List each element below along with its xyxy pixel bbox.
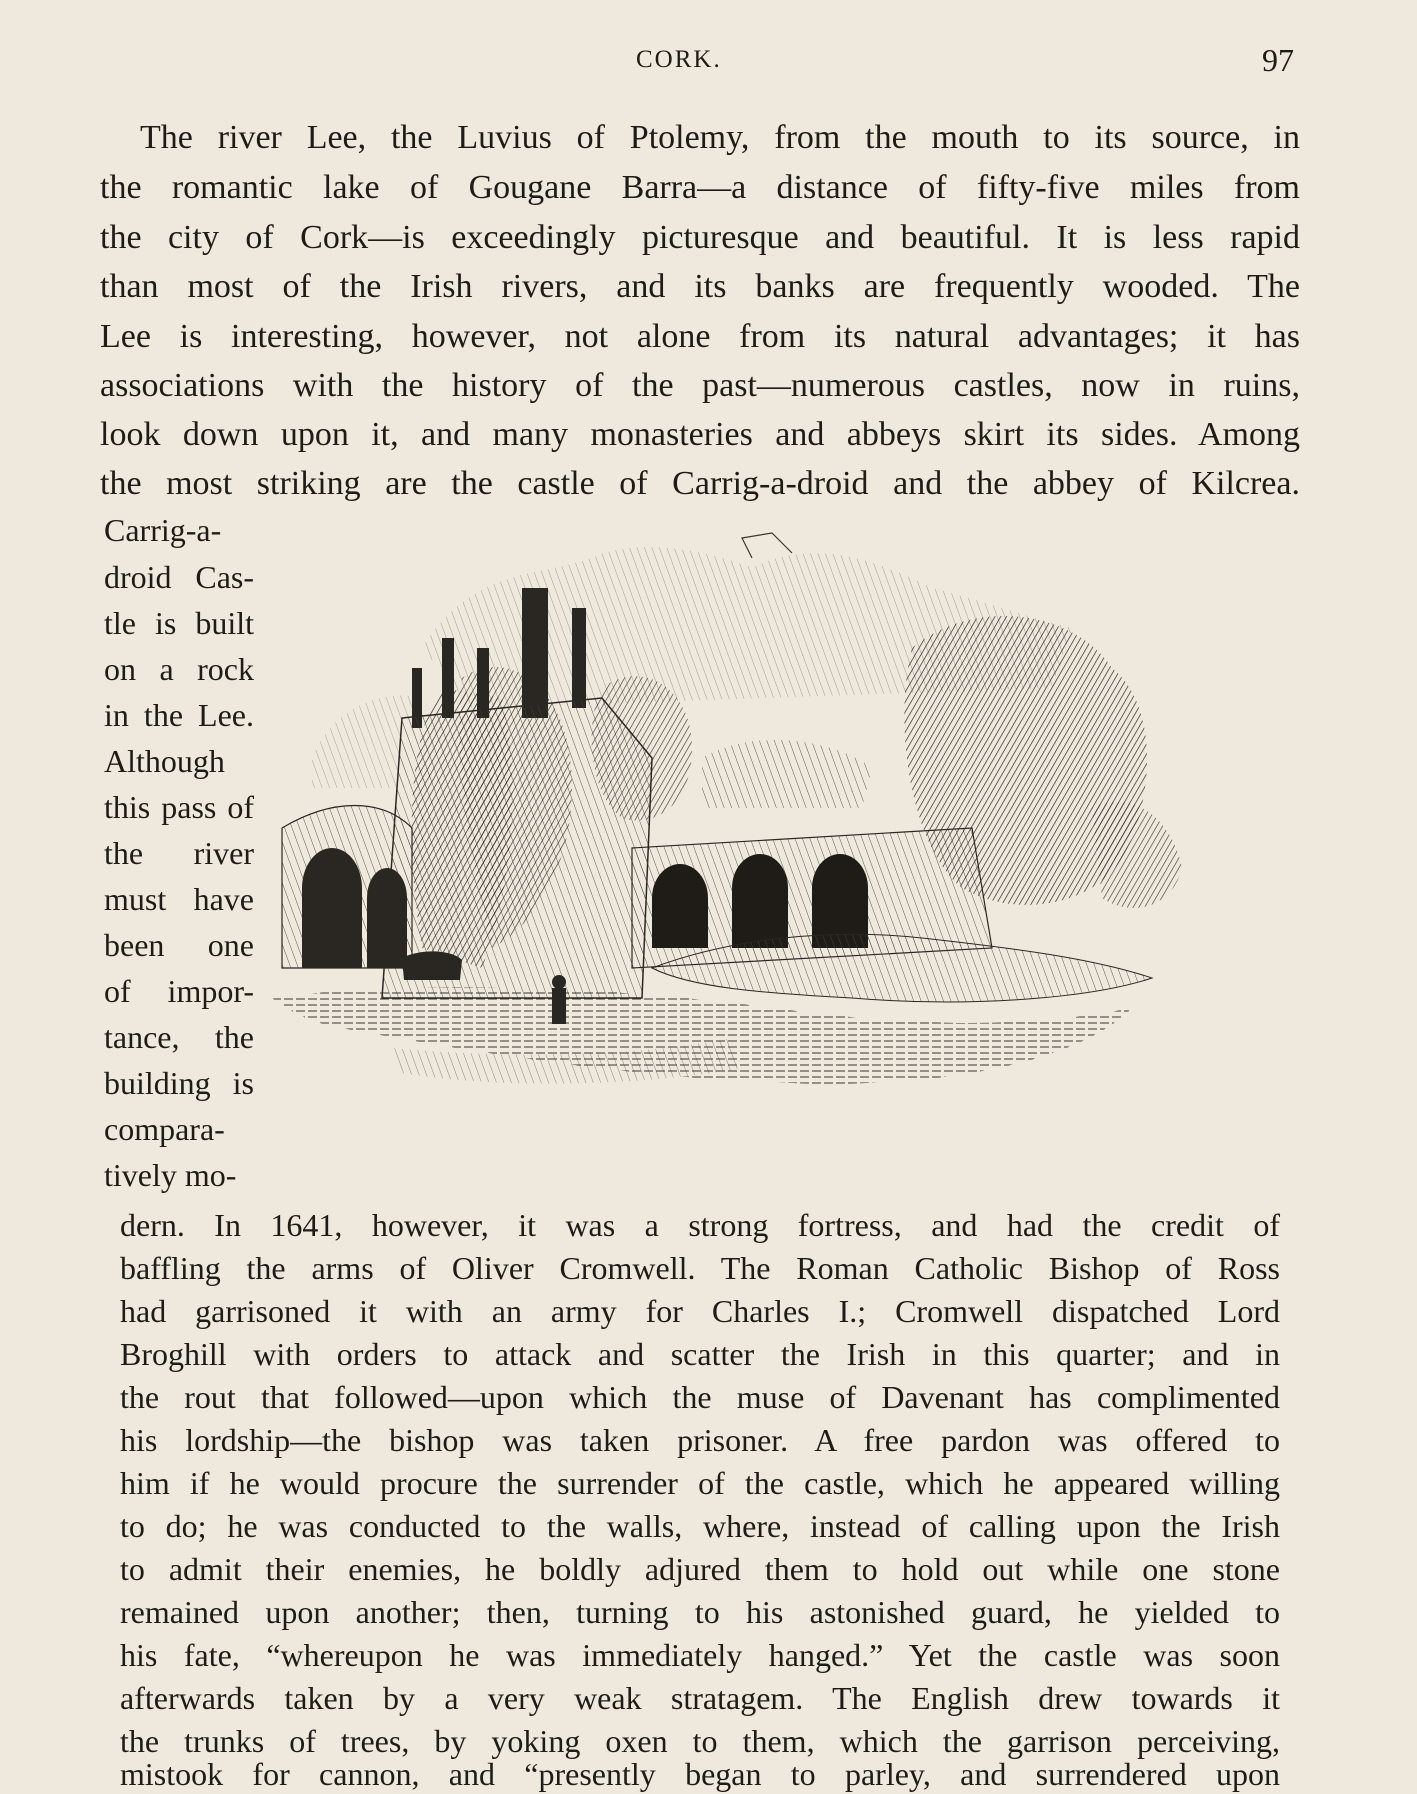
side-line: building is: [104, 1065, 254, 1101]
text-line: to admit their enemies, he boldly adjured them to hold out while one stone: [120, 1551, 1280, 1587]
side-line: must have: [104, 881, 254, 917]
text-line: afterwards taken by a very weak stratagem. The English drew towards it: [120, 1680, 1280, 1716]
side-line: Carrig-a-: [104, 512, 222, 548]
text-line: the most striking are the castle of Carrig-a-droid and the abbey of Kilcrea.: [100, 465, 1300, 502]
text-line: remained upon another; then, turning to his astonished guard, he yielded to: [120, 1594, 1280, 1630]
side-line: Although: [104, 743, 225, 779]
text-line: the city of Cork—is exceedingly picturesque and beautiful. It is less rapid: [100, 219, 1300, 256]
text-line: than most of the Irish rivers, and its banks are frequently wooded. The: [100, 268, 1300, 305]
text-line: his fate, “whereupon he was immediately hanged.” Yet the castle was soon: [120, 1637, 1280, 1673]
side-line: tance, the: [104, 1019, 254, 1055]
running-title: CORK.: [636, 46, 722, 73]
text-line: associations with the history of the past—numerous castles, now in ruins,: [100, 367, 1300, 404]
text-line: Lee is interesting, however, not alone from its natural advantages; it has: [100, 318, 1300, 355]
side-line: this pass of: [104, 789, 254, 825]
text-line: look down upon it, and many monasteries and abbeys skirt its sides. Among: [100, 416, 1300, 453]
text-line: his lordship—the bishop was taken prisoner. A free pardon was offered to: [120, 1422, 1280, 1458]
text-line: The river Lee, the Luvius of Ptolemy, from the mouth to its source, in: [140, 119, 1300, 156]
text-line: Broghill with orders to attack and scatter the Irish in this quarter; and in: [120, 1336, 1280, 1372]
text-line: mistook for cannon, and “presently began to parley, and surrendered upon: [120, 1756, 1280, 1792]
side-line: tle is built: [104, 605, 254, 641]
side-line: in the Lee.: [104, 697, 254, 733]
side-line: compara-: [104, 1111, 225, 1147]
text-line: baffling the arms of Oliver Cromwell. The Roman Catholic Bishop of Ross: [120, 1250, 1280, 1286]
text-line: the romantic lake of Gougane Barra—a distance of fifty-five miles from: [100, 169, 1300, 206]
side-line: of impor-: [104, 973, 254, 1009]
castle-engraving: [272, 528, 1302, 1178]
side-line: tively mo-: [104, 1157, 237, 1193]
page-number: 97: [1262, 42, 1294, 78]
running-head: [0, 42, 1417, 82]
side-line: the river: [104, 835, 254, 871]
text-line: the trunks of trees, by yoking oxen to them, which the garrison perceiving,: [120, 1723, 1280, 1759]
text-line: to do; he was conducted to the walls, where, instead of calling upon the Irish: [120, 1508, 1280, 1544]
side-line: been one: [104, 927, 254, 963]
text-line: the rout that followed—upon which the muse of Davenant has complimented: [120, 1379, 1280, 1415]
text-line: had garrisoned it with an army for Charles I.; Cromwell dispatched Lord: [120, 1293, 1280, 1329]
side-line: droid Cas-: [104, 559, 254, 595]
side-line: on a rock: [104, 651, 254, 687]
text-line: him if he would procure the surrender of the castle, which he appeared willing: [120, 1465, 1280, 1501]
text-line: dern. In 1641, however, it was a strong fortress, and had the credit of: [120, 1207, 1280, 1243]
